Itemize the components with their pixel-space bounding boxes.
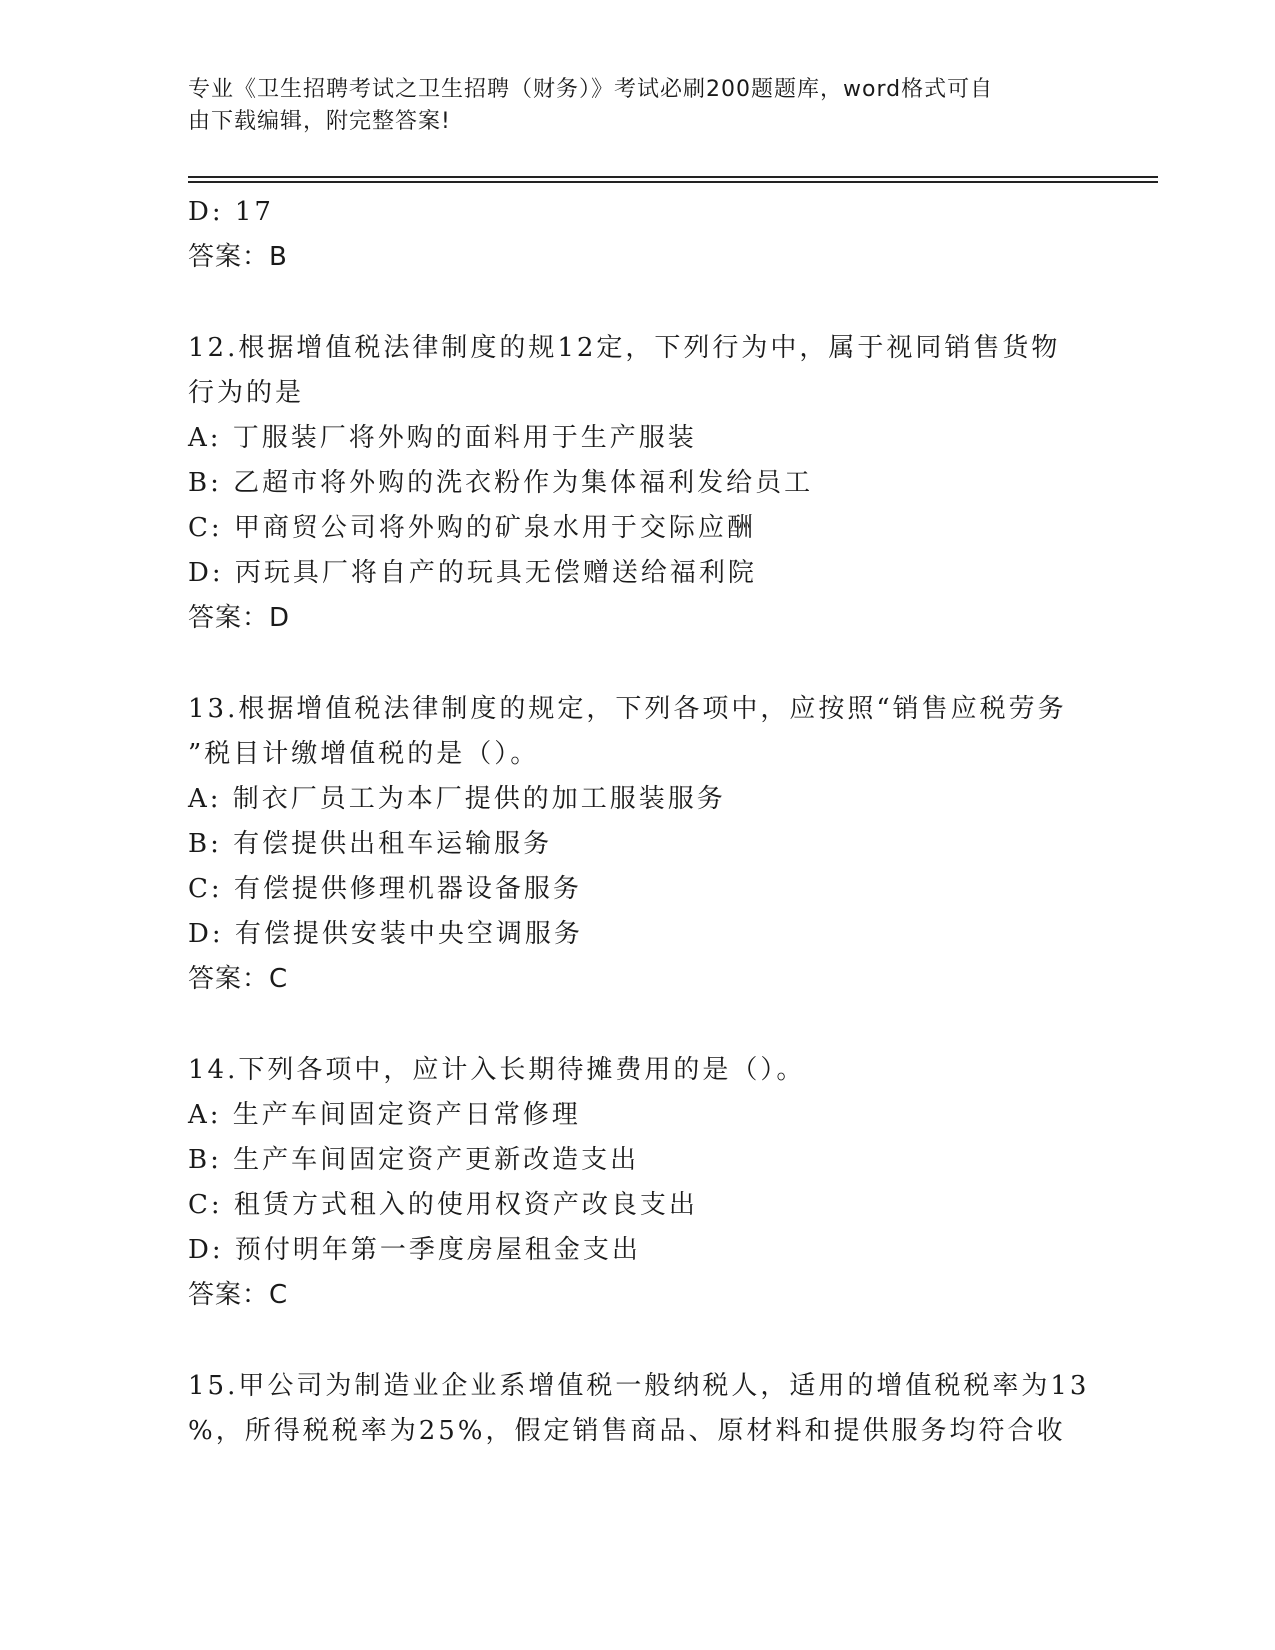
question-text: ”税目计缴增值税的是（）。 — [188, 739, 540, 769]
question-text: 15.甲公司为制造业企业系增值税一般纳税人，适用的增值税税率为13 — [188, 1371, 1090, 1401]
answer-line: 答案：B — [188, 242, 288, 272]
question-12 — [188, 326, 1088, 641]
option-c: C: 有偿提供修理机器设备服务 — [188, 874, 582, 904]
spacer — [188, 280, 1088, 326]
question-13 — [188, 687, 1088, 1002]
option-c: C: 甲商贸公司将外购的矿泉水用于交际应酬 — [188, 513, 756, 543]
page-header — [188, 74, 1068, 138]
answer-line: 答案：C — [188, 1280, 289, 1310]
header-line-1: 专业《卫生招聘考试之卫生招聘（财务）》考试必刷200题题库，word格式可自 — [188, 77, 994, 102]
option-d: D: 丙玩具厂将自产的玩具无偿赠送给福利院 — [188, 558, 757, 588]
question-14 — [188, 1048, 1088, 1318]
option-b: B: 有偿提供出租车运输服务 — [188, 829, 553, 859]
question-text: 行为的是 — [188, 378, 305, 408]
option-b: B: 乙超市将外购的洗衣粉作为集体福利发给员工 — [188, 468, 814, 498]
question-text: 12.根据增值税法律制度的规12定，下列行为中，属于视同销售货物 — [188, 333, 1061, 363]
spacer — [188, 1002, 1088, 1048]
option-a: A: 制衣厂员工为本厂提供的加工服装服务 — [188, 784, 726, 814]
question-text: %，所得税税率为25%，假定销售商品、原材料和提供服务均符合收 — [188, 1416, 1066, 1446]
header-line-2: 由下载编辑，附完整答案! — [188, 109, 451, 134]
spacer — [188, 641, 1088, 687]
question-content — [188, 190, 1088, 1454]
question-15 — [188, 1364, 1088, 1454]
spacer — [188, 1318, 1088, 1364]
answer-line: 答案：D — [188, 603, 291, 633]
option-d: D: 17 — [188, 197, 274, 227]
question-text: 13.根据增值税法律制度的规定，下列各项中，应按照“销售应税劳务 — [188, 694, 1067, 724]
option-a: A: 生产车间固定资产日常修理 — [188, 1100, 581, 1130]
option-b: B: 生产车间固定资产更新改造支出 — [188, 1145, 640, 1175]
option-c: C: 租赁方式租入的使用权资产改良支出 — [188, 1190, 698, 1220]
question-text: 14.下列各项中，应计入长期待摊费用的是（）。 — [188, 1055, 806, 1085]
header-divider-bottom — [188, 181, 1158, 183]
option-d: D: 有偿提供安装中央空调服务 — [188, 919, 583, 949]
option-a: A: 丁服装厂将外购的面料用于生产服装 — [188, 423, 697, 453]
answer-line: 答案：C — [188, 964, 289, 994]
header-divider-top — [188, 176, 1158, 178]
option-d: D: 预付明年第一季度房屋租金支出 — [188, 1235, 641, 1265]
